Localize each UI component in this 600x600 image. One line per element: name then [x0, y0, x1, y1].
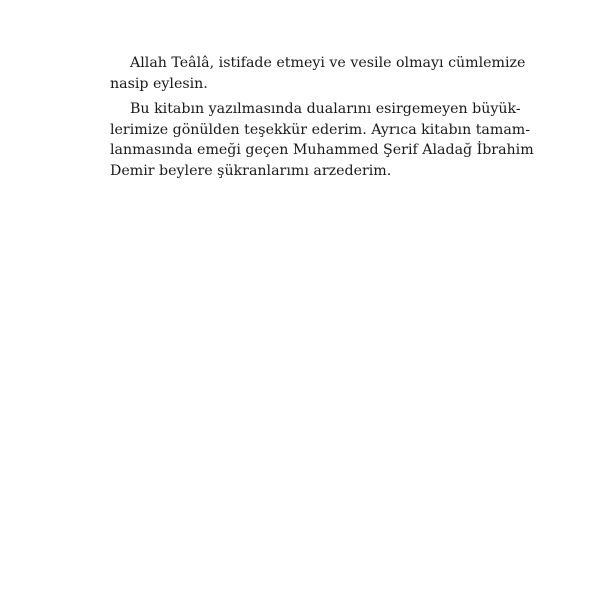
- paragraph-acknowledgement: [110, 99, 534, 181]
- text-line: Allah Teâlâ, istifade etmeyi ve vesile olmayı cümlemize: [130, 55, 526, 71]
- paragraph-prayer: [110, 53, 526, 94]
- body-text: [110, 53, 534, 181]
- text-line: lanmasında emeği geçen Muhammed Şerif Aladağ İbrahim: [110, 142, 534, 158]
- text-line: Bu kitabın yazılmasında dualarını esirgemeyen büyük-: [130, 101, 521, 117]
- text-line: Demir beylere şükranlarımı arzederim.: [110, 162, 392, 179]
- text-line: lerimize gönülden teşekkür ederim. Ayrıca kitabın tamam-: [110, 121, 531, 138]
- text-line: nasip eylesin.: [110, 75, 208, 92]
